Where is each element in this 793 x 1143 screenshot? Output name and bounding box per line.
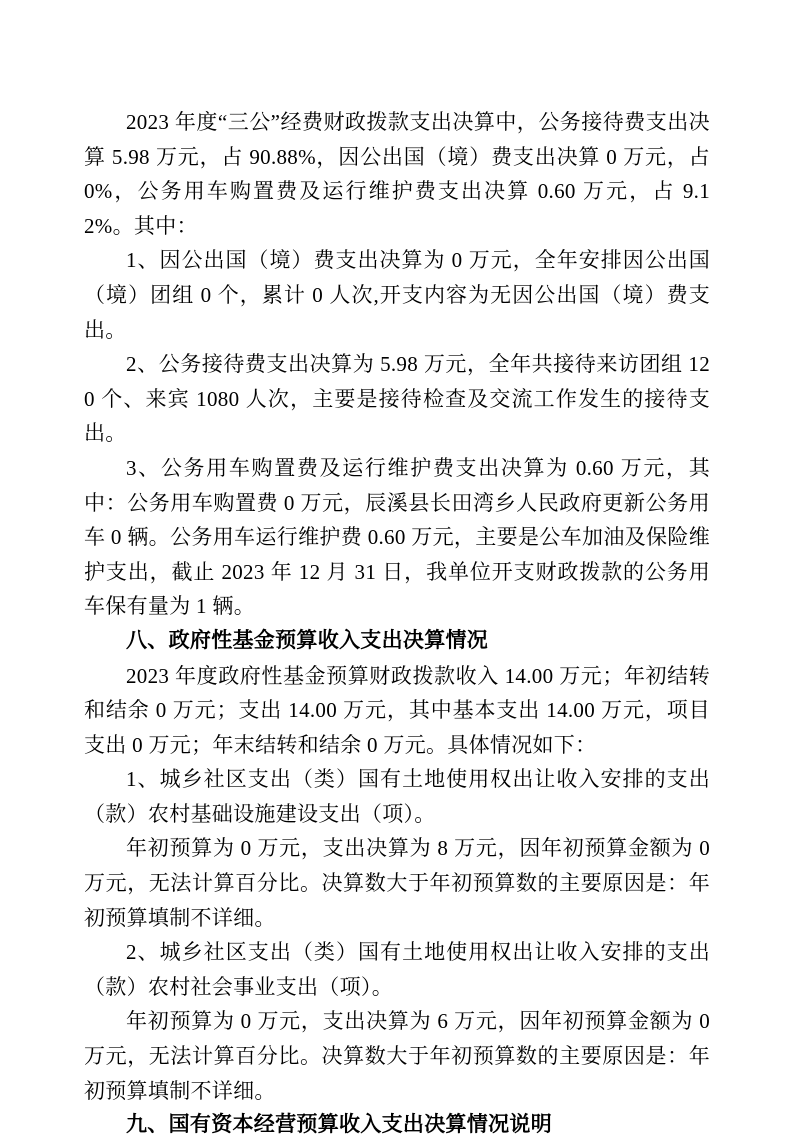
document-body	[84, 105, 710, 1143]
paragraph-fund-item2-detail: 年初预算为 0 万元，支出决算为 6 万元，因年初预算金额为 0 万元，无法计算百分比。决算数大于年初预算数的主要原因是：年初预算填制不详细。	[84, 1009, 710, 1103]
paragraph-fund-item1-detail: 年初预算为 0 万元，支出决算为 8 万元，因年初预算金额为 0 万元，无法计算百分比。决算数大于年初预算数的主要原因是：年初预算填制不详细。	[84, 836, 710, 930]
paragraph-abroad-expense: 1、因公出国（境）费支出决算为 0 万元，全年安排因公出国（境）团组 0 个，累计 0 人次,开支内容为无因公出国（境）费支出。	[84, 248, 710, 342]
paragraph-sangong-summary: 2023 年度“三公”经费财政拨款支出决算中，公务接待费支出决算 5.98 万元，占 90.88%，因公出国（境）费支出决算 0 万元，占 0%，公务用车购置费及运行维护费支出决算 0.60 万元，占 9.12%。其中：	[84, 110, 710, 238]
paragraph-fund-item1-title: 1、城乡社区支出（类）国有土地使用权出让收入安排的支出（款）农村基础设施建设支出（项）。	[84, 767, 710, 826]
paragraph-fund-summary: 2023 年度政府性基金预算财政拨款收入 14.00 万元；年初结转和结余 0 万元；支出 14.00 万元，其中基本支出 14.00 万元，项目支出 0 万元；年末结转和结余 0 万元。具体情况如下：	[84, 663, 710, 757]
paragraph-vehicle-expense: 3、公务用车购置费及运行维护费支出决算为 0.60 万元，其中：公务用车购置费 0 万元，辰溪县长田湾乡人民政府更新公务用车 0 辆。公务用车运行维护费 0.60 万元，主要是公车加油及保险维护支出，截止 2023 年 12 月 31 日，我单位开支财政拨款的公务用车保有量为 1 辆。	[84, 455, 710, 619]
paragraph-fund-item2-title: 2、城乡社区支出（类）国有土地使用权出让收入安排的支出（款）农村社会事业支出（项）。	[84, 940, 710, 999]
paragraph-reception-expense: 2、公务接待费支出决算为 5.98 万元，全年共接待来访团组 120 个、来宾 1080 人次，主要是接待检查及交流工作发生的接待支出。	[84, 352, 710, 446]
section-heading-9: 九、国有资本经营预算收入支出决算情况说明	[126, 1113, 552, 1137]
section-heading-8: 八、政府性基金预算收入支出决算情况	[126, 628, 489, 652]
